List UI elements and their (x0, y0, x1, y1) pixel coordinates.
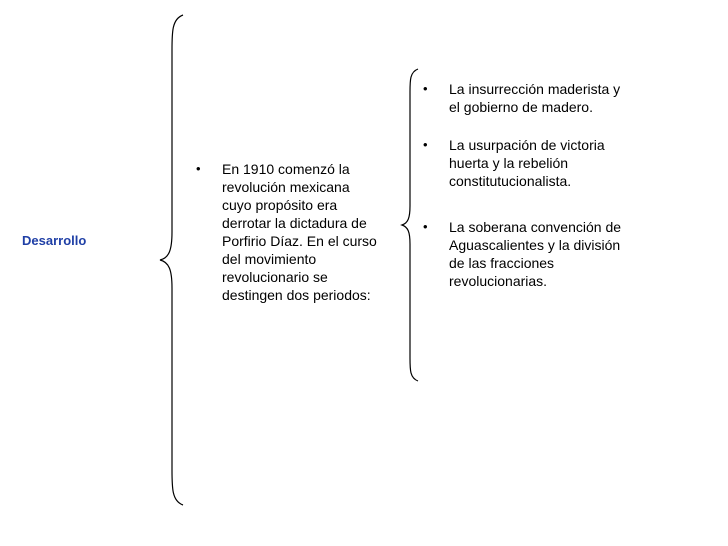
sub-bullet-text: La soberana convención de Aguascalientes y la división de las fracciones revolucionarias. (449, 219, 622, 289)
bullet-icon: • (423, 81, 428, 96)
main-bullet-text: En 1910 comenzó la revolución mexicana cuyo propósito era derrotar la dictadura de Porfirio Díaz. En el curso del movimiento revolucionario se destingen dos periodos: (222, 161, 377, 303)
sub-bullet-list (423, 80, 633, 310)
main-bullet-list (196, 160, 382, 304)
topic-label: Desarrollo (22, 233, 87, 248)
sub-bullet-item (423, 218, 633, 290)
sub-bullet-text: La insurrección maderista y el gobierno de madero. (449, 81, 621, 115)
bullet-icon: • (196, 161, 201, 176)
sub-bullet-item (423, 136, 633, 190)
sub-bullet-text: La usurpación de victoria huerta y la rebelión constitutucionalista. (449, 137, 605, 189)
main-bullet-item (196, 160, 382, 304)
bullet-icon: • (423, 137, 428, 152)
left-brace (150, 10, 190, 510)
bullet-icon: • (423, 219, 428, 234)
sub-bullet-item (423, 80, 633, 116)
right-brace (396, 66, 426, 386)
